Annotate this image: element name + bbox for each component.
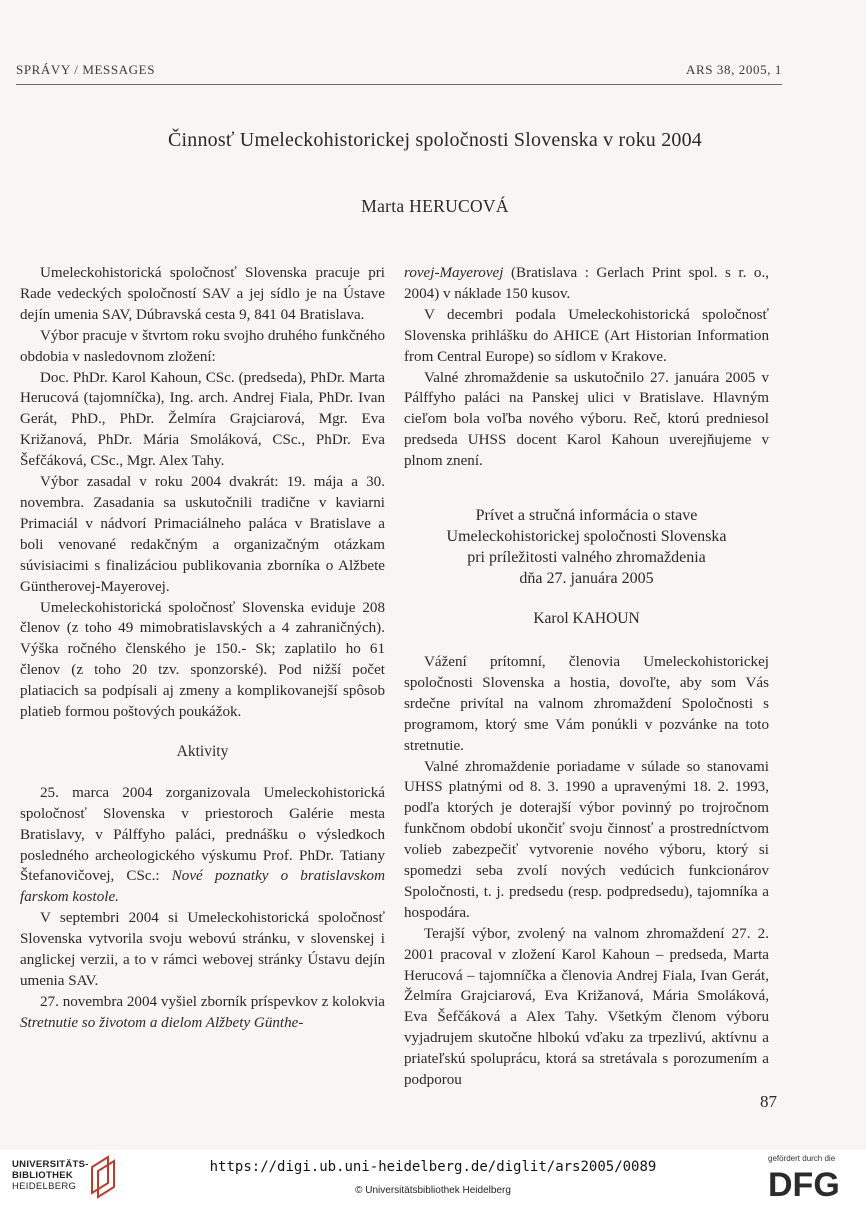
paragraph-text: 27. novembra 2004 vyšiel zborník príspevkov z kolokvia bbox=[40, 993, 385, 1010]
page-number: 87 bbox=[760, 1092, 777, 1111]
left-column bbox=[20, 263, 385, 1034]
funding-note: gefördert durch die bbox=[768, 1154, 836, 1163]
book-title: Stretnutie so životom a dielom Alžbety Günthe- bbox=[20, 1014, 304, 1031]
article-author: Marta HERUCOVÁ bbox=[361, 196, 509, 216]
paragraph: Umeleckohistorická spoločnosť Slovenska eviduje 208 členov (z toho 49 mimobratislavských a 4 zahraničných). Výška ročného členského je 150.- Sk; zaplatilo ho 61 členov (z toho 20 tzv. sponzorské). Pod nižší počet platiacich sa podpísali aj zmeny a komplikovanejší spôsob platieb formou poštových poukážok. bbox=[20, 599, 385, 721]
paragraph: Valné zhromaždenie poriadame v súlade so stanovami UHSS platnými od 8. 3. 1990 a upravenými 18. 2. 1993, podľa ktorých je doterajší výbor povinný po trojročnom funkčnom období ukončiť svoju činnosť a prostredníctvom volieb zabezpečiť vytvorenie nového výboru, ktorý si spomedzi seba zvolí nových vedúcich funkcionárov Spoločnosti, t. j. predsedu (resp. podpredsedu), tajomníka a hospodára. bbox=[404, 758, 769, 921]
header-rule bbox=[16, 84, 782, 85]
speech-title-line: dňa 27. januára 2005 bbox=[519, 570, 654, 588]
paragraph: Valné zhromaždenie sa uskutočnilo 27. januára 2005 v Pálffyho paláci na Panskej ulici v Bratislave. Hlavným cieľom bola voľba nového výboru. Reč, ktorú predniesol predseda UHSS docent Karol Kahoun uverejňujeme v plnom znení. bbox=[404, 369, 769, 470]
dfg-logo-icon bbox=[768, 1166, 854, 1200]
paragraph bbox=[404, 263, 769, 305]
article-title: Činnosť Umeleckohistorickej spoločnosti Slovenska v roku 2004 bbox=[167, 129, 703, 151]
paragraph: Vážení prítomní, členovia Umeleckohistorickej spoločnosti Slovenska a hostia, dovoľte, aby som Vás srdečne privítal na valnom zhromaždení Spoločnosti s programom, ktorý sme Vám ponúkli v pozvánke na toto stretnutie. bbox=[404, 653, 769, 754]
book-title-continued: rovej-Mayerovej bbox=[404, 265, 504, 281]
section-heading-activities: Aktivity bbox=[176, 742, 229, 760]
paragraph: Doc. PhDr. Karol Kahoun, CSc. (predseda), PhDr. Marta Herucová (tajomníčka), Ing. arch. Andrej Fiala, PhDr. Ivan Gerát, PhD., PhDr. Želmíra Grajciarová, Mgr. Eva Križanová, PhDr. Mária Smoláková, CSc., PhDr. Eva Šefčáková, CSc., Mgr. Alex Tahy. bbox=[20, 369, 385, 470]
speech-author: Karol KAHOUN bbox=[533, 610, 640, 628]
library-city: HEIDELBERG bbox=[12, 1181, 77, 1192]
paragraph: V septembri 2004 si Umeleckohistorická spoločnosť Slovenska vytvorila svoju webovú stránku, v slovenskej i anglickej verzii, a to v rámci webovej stránky Ústavu dejín umenia SAV. bbox=[20, 910, 385, 989]
paragraph-text: (Bratislava : Gerlach Print spol. s r. o., 2004) v náklade 150 kusov. bbox=[404, 265, 769, 302]
library-name-line: BIBLIOTHEK bbox=[12, 1170, 74, 1181]
running-header bbox=[16, 62, 782, 78]
speech-title-line: Prívet a stručná informácia o stave bbox=[475, 507, 698, 525]
paragraph: Výbor pracuje v štvrtom roku svojho druhého funkčného obdobia v nasledovnom zložení: bbox=[20, 327, 385, 365]
copyright-notice: © Universitätsbibliothek Heidelberg bbox=[355, 1185, 511, 1196]
paragraph bbox=[20, 783, 385, 908]
right-column bbox=[404, 263, 769, 1091]
digitization-footer bbox=[0, 1150, 866, 1207]
library-name-line: UNIVERSITÄTS- bbox=[12, 1159, 89, 1170]
speech-title bbox=[404, 505, 769, 589]
paragraph: Umeleckohistorická spoločnosť Slovenska pracuje pri Rade vedeckých spoločností SAV a jej sídlo je na Ústave dejín umenia SAV, Dúbravská cesta 9, 841 04 Bratislava. bbox=[20, 265, 385, 323]
paragraph-text: 25. marca 2004 zorganizovala Umeleckohistorická spoločnosť Slovenska v priestoroch Galérie mesta Bratislavy, v Pálffyho paláci, prednášku o výsledkoch posledného archeologického výskumu Prof. PhDr. Tatiany Štefanovičovej, CSc.: bbox=[20, 784, 385, 885]
paragraph bbox=[20, 992, 385, 1034]
paragraph: V decembri podala Umeleckohistorická spoločnosť Slovenska prihlášku do AHICE (Art Historian Information from Central Europe) so sídlom v Krakove. bbox=[404, 306, 769, 365]
document-url-link[interactable]: https://digi.ub.uni-heidelberg.de/diglit/ars2005/0089 bbox=[209, 1159, 657, 1175]
section-label: SPRÁVY / MESSAGES bbox=[16, 62, 156, 77]
journal-reference: ARS 38, 2005, 1 bbox=[685, 62, 782, 77]
paragraph: Terajší výbor, zvolený na valnom zhromaždení 27. 2. 2001 pracoval v zložení Karol Kahoun – predseda, Marta Herucová – tajomníčka a členovia Andrej Fiala, Ivan Gerát, Želmíra Grajciarová, Eva Križanová, Mária Smoláková, Eva Šefčáková a Alex Tahy. Všetkým členom výboru vyjadrujem skutočne hlbokú vďaku za trpezlivú, aktívnu a priateľskú spoluprácu, ktorá sa stretávala s porozumením a podporou bbox=[404, 925, 769, 1089]
paragraph: Výbor zasadal v roku 2004 dvakrát: 19. mája a 30. novembra. Zasadania sa uskutočnili tradične v kaviarni Primaciál v nádvorí Primaciálneho paláca v Bratislave a boli venované redakčným a organizačným otázkam súvisiacimi s finalizáciou publikovania zborníka o Alžbete Güntherovej-Mayerovej. bbox=[20, 474, 385, 595]
speech-title-line: Umeleckohistorickej spoločnosti Slovenska bbox=[446, 528, 727, 546]
speech-title-line: pri príležitosti valného zhromaždenia bbox=[467, 549, 706, 567]
lecture-title: Nové poznatky o bratislavskom farskom kostole. bbox=[20, 868, 385, 906]
dfg-logo-text: DFG bbox=[768, 1166, 840, 1200]
